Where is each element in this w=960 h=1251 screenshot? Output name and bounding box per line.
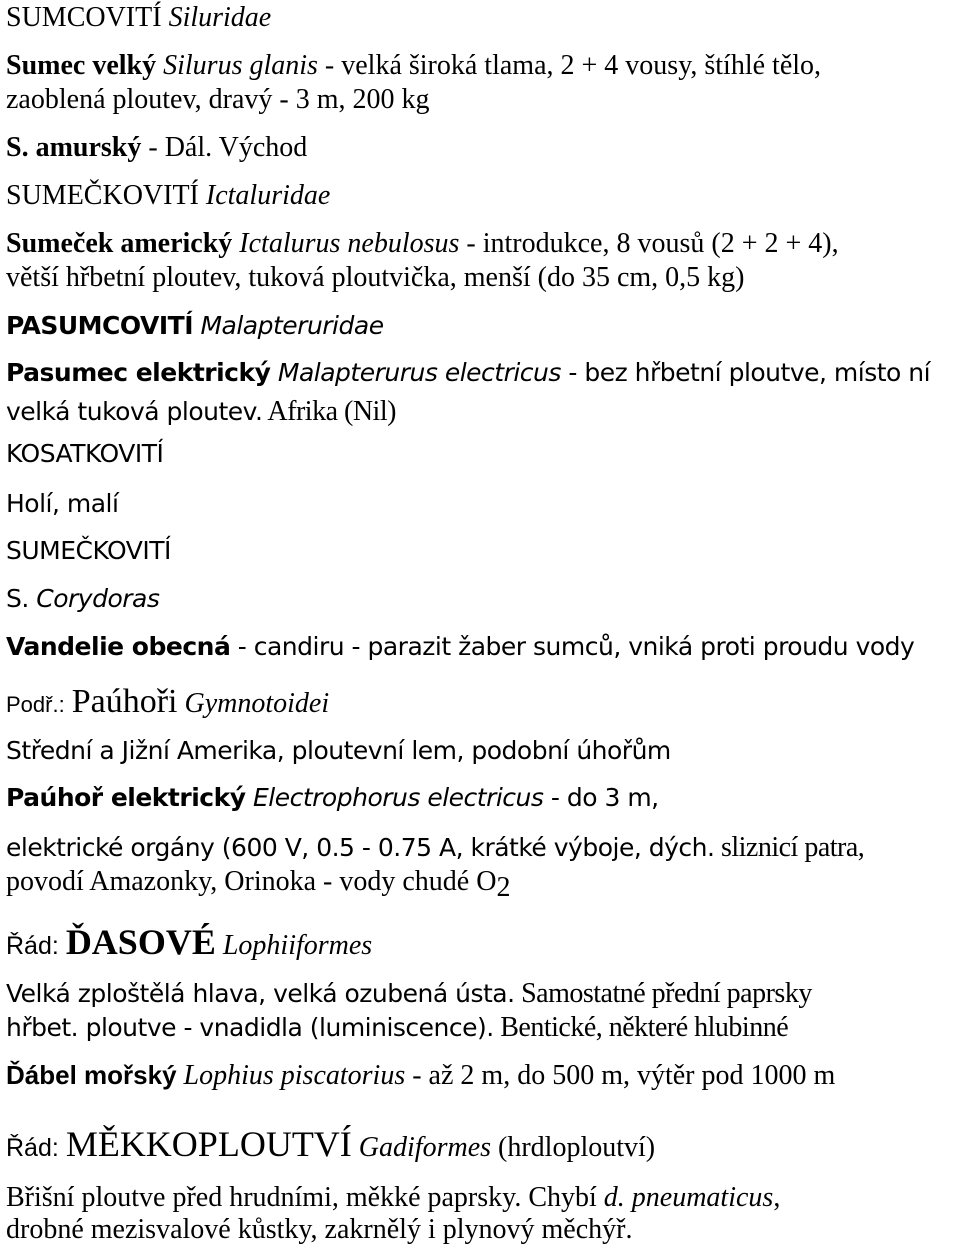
- rank-label: Podř.:: [6, 692, 65, 717]
- czech-name: SUMCOVITÍ: [6, 2, 162, 33]
- latin-name: Gymnotoidei: [184, 688, 330, 719]
- genus-line-corydoras: S. Corydoras: [6, 584, 160, 613]
- species-name: Sumeček americký: [6, 228, 233, 259]
- species-name: Paúhoř elektrický: [6, 783, 246, 812]
- species-line-vandelie-obecna: [6, 633, 914, 662]
- order-heading-lophiiformes: [6, 922, 372, 963]
- czech-name: ĎASOVÉ: [65, 922, 216, 962]
- species-line-pasumec-elektricky: [6, 359, 930, 388]
- suborder-heading-gymnotoidei: [6, 682, 329, 721]
- description-line: drobné mezisvalové kůstky, zakrnělý i plynový měchýř.: [6, 1214, 633, 1245]
- latin-term: d. pneumaticus: [603, 1182, 774, 1213]
- latin-name: Lophiiformes: [222, 930, 373, 961]
- description: - candiru - parazit žaber sumců, vniká proti proudu vody: [230, 632, 915, 661]
- latin-name: Siluridae: [168, 2, 272, 33]
- family-heading-sumeckoviti: [6, 537, 171, 566]
- description-line: Střední a Jižní Amerika, ploutevní lem, podobní úhořům: [6, 736, 671, 765]
- species-name: Sumec velký: [6, 50, 157, 81]
- rank-label: Řád:: [6, 932, 59, 960]
- alt-name: (hrdloploutví): [491, 1132, 656, 1163]
- description: - do 3 m,: [543, 783, 659, 812]
- czech-name: KOSATKOVITÍ: [6, 439, 164, 468]
- description-line: velká tuková ploutev. Afrika (Nil): [6, 396, 396, 427]
- description-line: elektrické orgány (600 V, 0.5 - 0.75 A, krátké výboje, dých. sliznicí patra,: [6, 832, 865, 863]
- czech-name: MĚKKOPLOUTVÍ: [65, 1124, 352, 1164]
- subscript-2: 2: [496, 872, 511, 903]
- latin-name: Malapteruridae: [200, 311, 384, 340]
- species-name: Vandelie obecná: [6, 632, 231, 661]
- latin-name: Silurus glanis: [163, 50, 318, 81]
- species-name: S. amurský: [6, 132, 142, 163]
- description-line: Břišní ploutve před hrudními, měkké paprsky. Chybí d. pneumaticus,: [6, 1182, 781, 1213]
- description: - Dál. Východ: [141, 132, 308, 163]
- czech-name: Paúhoři: [71, 683, 178, 720]
- czech-name: PASUMCOVITÍ: [6, 311, 193, 340]
- czech-name: SUMEČKOVITÍ: [6, 536, 171, 565]
- species-line-pauhor-elektricky: [6, 784, 659, 813]
- family-heading-siluridae: [6, 2, 271, 34]
- species-name: Pasumec elektrický: [6, 358, 271, 387]
- description-line: Velká zploštělá hlava, velká ozubená ústa. Samostatné přední paprsky: [6, 978, 812, 1009]
- species-line-sumec-velky: [6, 50, 821, 82]
- description-line: Holí, malí: [6, 489, 119, 518]
- description-line: povodí Amazonky, Orinoka - vody chudé $O_2$: [6, 866, 511, 903]
- description-line: zaoblená ploutev, dravý - 3 m, 200 kg: [6, 84, 430, 115]
- family-heading-malapteruridae: [6, 312, 384, 341]
- description: - bez hřbetní ploutve, místo ní: [560, 358, 931, 387]
- latin-name: Electrophorus electricus: [252, 783, 544, 812]
- species-name: Ďábel mořský: [6, 1060, 177, 1090]
- rank-label: Řád:: [6, 1134, 59, 1162]
- order-heading-gadiformes: [6, 1124, 655, 1165]
- latin-name: Lophius piscatorius: [183, 1060, 406, 1091]
- description: - introdukce, 8 vousů (2 + 2 + 4),: [459, 228, 839, 259]
- latin-name: Gadiformes: [358, 1132, 492, 1163]
- family-heading-kosatkoviti: [6, 440, 163, 469]
- latin-name: Ictalurus nebulosus: [239, 228, 460, 259]
- description: - velká široká tlama, 2 + 4 vousy, štíhlé tělo,: [317, 50, 822, 81]
- description-line: hřbet. ploutve - vnadidla (luminiscence). Bentické, některé hlubinné: [6, 1012, 789, 1043]
- latin-name: Malapterurus electricus: [277, 358, 561, 387]
- species-line-sumecek-americky: [6, 228, 839, 260]
- czech-name: SUMEČKOVITÍ: [6, 180, 199, 211]
- latin-name: Ictaluridae: [205, 180, 331, 211]
- description-line: větší hřbetní ploutev, tuková ploutvička, menší (do 35 cm, 0,5 kg): [6, 262, 745, 293]
- latin-name: Corydoras: [36, 584, 160, 613]
- description: - až 2 m, do 500 m, výtěr pod 1000 m: [405, 1060, 836, 1091]
- species-line-s-amursky: [6, 132, 307, 164]
- species-line-dabel-morsky: [6, 1060, 835, 1092]
- family-heading-ictaluridae: [6, 180, 330, 212]
